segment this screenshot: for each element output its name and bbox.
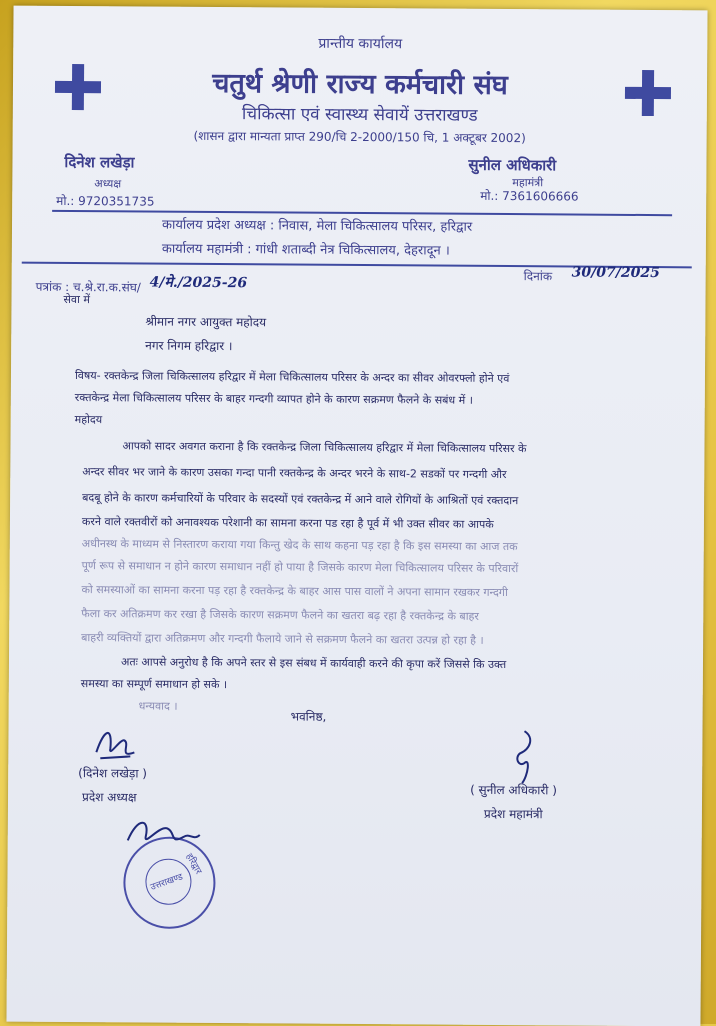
president-sign-name: (दिनेश लखेड़ा ) xyxy=(78,766,148,781)
thanks: धन्यवाद । xyxy=(138,699,178,713)
org-name: चतुर्थ श्रेणी राज्य कर्मचारी संघ xyxy=(212,67,508,102)
letter-page xyxy=(6,6,707,1026)
seva-mein: सेवा में xyxy=(63,292,91,307)
recognition-line: (शासन द्वारा मान्यता प्राप्त 290/चि 2-2000/150 चि, 1 अक्टूबर 2002) xyxy=(193,128,526,146)
president-title: अध्यक्ष xyxy=(94,177,122,191)
addressee-line-2: नगर निगम हरिद्वार । xyxy=(145,338,233,354)
body-line-4: करने वाले रक्तवीरों को अनावश्यक परेशानी का सामना करना पड रहा है पूर्व में भी उक्त सीवर का आपके xyxy=(81,515,494,531)
secretary-signature xyxy=(504,727,544,787)
subject-line-2: रक्तकेन्द्र मेला चिकित्सालय परिसर के बाहर गन्दगी व्यापत होने के कारण सक्रमण फैलने के सबंध में । xyxy=(74,391,474,407)
secretary-title: महामंत्री xyxy=(512,176,544,190)
office-label: प्रान्तीय कार्यालय xyxy=(318,35,403,53)
body-line-1: आपको सादर अवगत कराना है कि रक्तकेन्द्र जिला चिकित्सालय हरिद्वार में मेला चिकित्सालय परिसर के xyxy=(122,439,527,456)
president-sign-title: प्रदेश अध्यक्ष xyxy=(81,790,137,805)
closing: भवनिष्ठ, xyxy=(290,709,327,724)
president-signature xyxy=(90,718,140,764)
date-value: 30/07/2025 xyxy=(571,264,660,282)
secretary-address: कार्यालय महामंत्री : गांधी शताब्दी नेत्र चिकित्सालय, देहरादून । xyxy=(161,241,450,259)
reference-number: 4/मे./2025-26 xyxy=(149,274,248,292)
secretary-mobile: मो.: 7361606666 xyxy=(480,188,579,204)
stamp-signature-scribble xyxy=(124,810,204,857)
body-line-2: अन्दर सीवर भर जाने के कारण उसका गन्दा पानी रक्तकेन्द्र के अन्दर भरने के साथ-2 सडकों पर गन्दगी और xyxy=(82,465,507,482)
body-line-5: अधीनस्थ के माध्यम से निस्तारण कराया गया किन्तु खेद के साथ कहना पड़ रहा है कि इस समस्या का आज तक xyxy=(81,537,518,554)
department-name: चिकित्सा एवं स्वास्थ्य सेवायें उत्तराखण्ड xyxy=(241,104,478,126)
body-line-9: बाहरी व्यक्तियों द्वारा अतिक्रमण और गन्दगी फैलाये जाने से सक्रमण फैलने का खतरा उत्पन्न हो रहा है । xyxy=(81,631,484,647)
president-name: दिनेश लखेड़ा xyxy=(64,152,135,172)
secretary-sign-name: ( सुनील अधिकारी ) xyxy=(470,782,557,798)
secretary-name: सुनील अधिकारी xyxy=(468,155,557,175)
body-line-10: अतः आपसे अनुरोध है कि अपने स्तर से इस संबध में कार्यवाही करने की कृपा करें जिससे कि उक्त xyxy=(120,655,507,672)
date-label: दिनांक xyxy=(523,269,553,284)
addressee-line-1: श्रीमान नगर आयुक्त महोदय xyxy=(145,314,267,330)
body-line-11: समस्या का सम्पूर्ण समाधान हो सके । xyxy=(80,677,228,692)
secretary-sign-title: प्रदेश महामंत्री xyxy=(483,806,543,822)
stamp-text-top: उत्तराखण्ड xyxy=(149,872,185,893)
salutation: महोदय xyxy=(74,413,103,427)
stamp-text-side: हरिद्वार xyxy=(183,852,204,877)
president-address: कार्यालय प्रदेश अध्यक्ष : निवास, मेला चिकित्सालय परिसर, हरिद्वार xyxy=(161,217,473,235)
body-line-8: फैला कर अतिक्रमण कर रखा है जिसके कारण सक्रमण फैलने का खतरा बढ़ रहा है रक्तकेन्द्र के बाहर xyxy=(81,607,479,623)
body-line-3: बदबू होने के कारण कर्मचारियों के परिवार के सदस्यों एवं रक्तकेन्द्र में आने वाले रोगियों के आश्रितों एवं रक्तदान xyxy=(82,491,519,508)
president-mobile: मो.: 9720351735 xyxy=(56,193,155,209)
body-line-7: को समस्याओं का सामना करना पड़ रहा है रक्तकेन्द्र के बाहर आस पास वालों ने अपना सामान रखकर गन्दगी xyxy=(81,583,508,600)
body-line-6: पूर्ण रूप से समाधान न होने कारण समाधान नहीं हो पाया है जिसके कारण मेला चिकित्सालय परिसर के परिवारों xyxy=(81,559,519,576)
subject-line-1: विषय- रक्तकेन्द्र जिला चिकित्सालय हरिद्वार में मेला चिकित्सालय परिसर के अन्दर का सीवर ओवरफ्लो होने एवं xyxy=(74,369,510,386)
reference-label: पत्रांक : च.श्रे.रा.क.संघ/ xyxy=(35,279,141,295)
